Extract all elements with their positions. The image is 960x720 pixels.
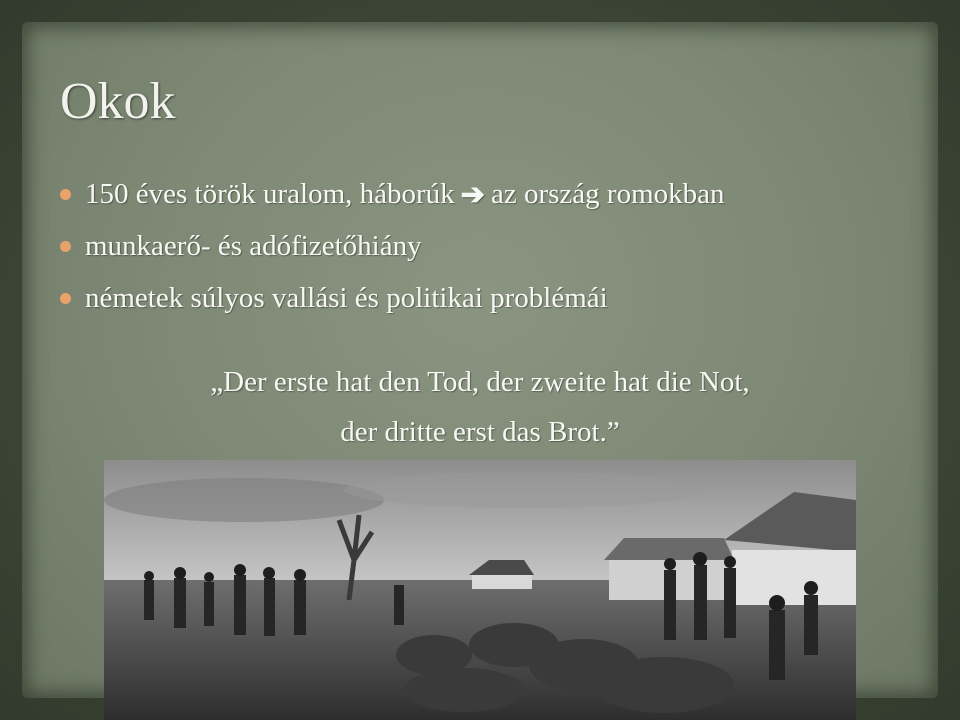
bullet-text: munkaerő- és adófizetőhiány: [85, 229, 422, 262]
bullet-list: [60, 168, 725, 324]
quote-line-1: „Der erste hat den Tod, der zweite hat die Not,: [210, 366, 750, 398]
bullet-item: [60, 168, 725, 220]
bullet-dot-icon: [60, 189, 71, 200]
village-painting-image: [104, 460, 856, 720]
right-arrow-icon: ➔: [460, 178, 485, 211]
bullet-dot-icon: [60, 241, 71, 252]
bullet-text: németek súlyos vallási és politikai problémái: [85, 281, 608, 314]
bullet-item: [60, 272, 725, 324]
bullet-item: [60, 220, 725, 272]
slide-title: Okok: [60, 73, 176, 130]
bullet-dot-icon: [60, 293, 71, 304]
bullet-text: 150 éves török uralom, háborúk: [85, 177, 455, 210]
bullet-text-continued: az ország romokban: [490, 177, 725, 210]
quote-line-2: der dritte erst das Brot.”: [340, 416, 620, 448]
